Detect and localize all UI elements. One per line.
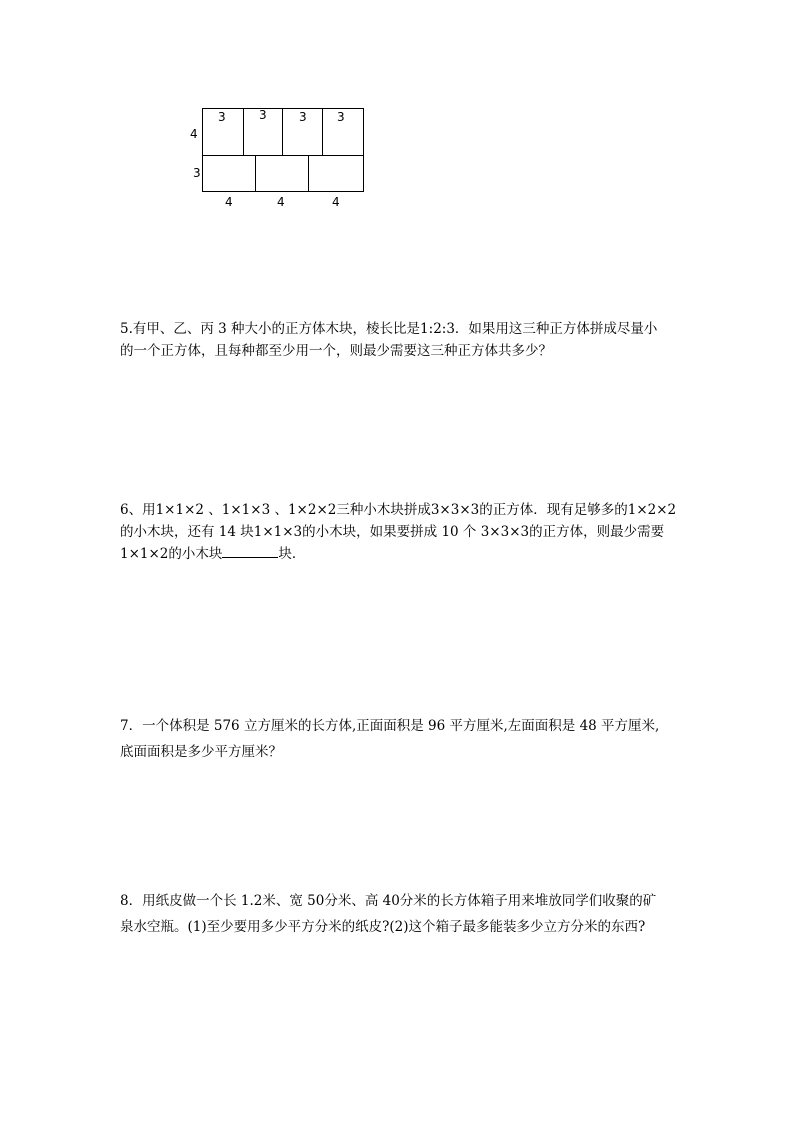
question-text: 块． [278, 546, 306, 562]
diagram-label: 3 [337, 110, 345, 124]
question-text: 5.有甲、乙、丙 3 种大小的正方体木块，棱长比是1:2:3．如果用这三种正方体拼成尽量小 [120, 321, 658, 337]
rectangle-diagram [180, 100, 380, 215]
question-text: 6、用1×1×2 、1×1×3 、1×2×2三种小木块拼成3×3×3的正方体．现有足够多的1×2×2 [120, 502, 677, 518]
question-text: 1×1×2的小木块 [120, 546, 223, 562]
question-text: 的一个正方体，且每种都至少用一个，则最少需要这三种正方体共多少？ [120, 343, 552, 359]
diagram-label: 3 [259, 108, 267, 122]
question-text: 泉水空瓶。(1)至少要用多少平方分米的纸皮?(2)这个箱子最多能装多少立方分米的东西? [120, 919, 646, 935]
question-text: 的小木块，还有 14 块1×1×3的小木块，如果要拼成 10 个 3×3×3的正方体，则最少需要 [120, 524, 665, 540]
question-7 [120, 715, 680, 763]
diagram-label: 4 [277, 195, 285, 209]
diagram-label: 3 [218, 110, 226, 124]
question-5 [120, 318, 680, 362]
question-text: 底面面积是多少平方厘米？ [120, 744, 282, 760]
diagram-label: 3 [193, 166, 201, 180]
diagram-label: 4 [332, 195, 340, 209]
diagram-label: 4 [190, 127, 198, 141]
question-text: 7．一个体积是 576 立方厘米的长方体,正面面积是 96 平方厘米,左面面积是 48 平方厘米, [120, 718, 660, 734]
question-text-with-blank [120, 543, 680, 565]
question-8 [120, 890, 680, 938]
answer-blank[interactable] [222, 543, 278, 558]
diagram-label: 4 [225, 195, 233, 209]
question-text: 8．用纸皮做一个长 1.2米、宽 50分米、高 40分米的长方体箱子用来堆放同学们收聚的矿 [120, 893, 657, 909]
diagram-cell [255, 155, 309, 192]
diagram-label: 3 [299, 110, 307, 124]
question-6 [120, 499, 680, 565]
diagram-cell [202, 155, 256, 192]
diagram-cell [308, 155, 364, 192]
